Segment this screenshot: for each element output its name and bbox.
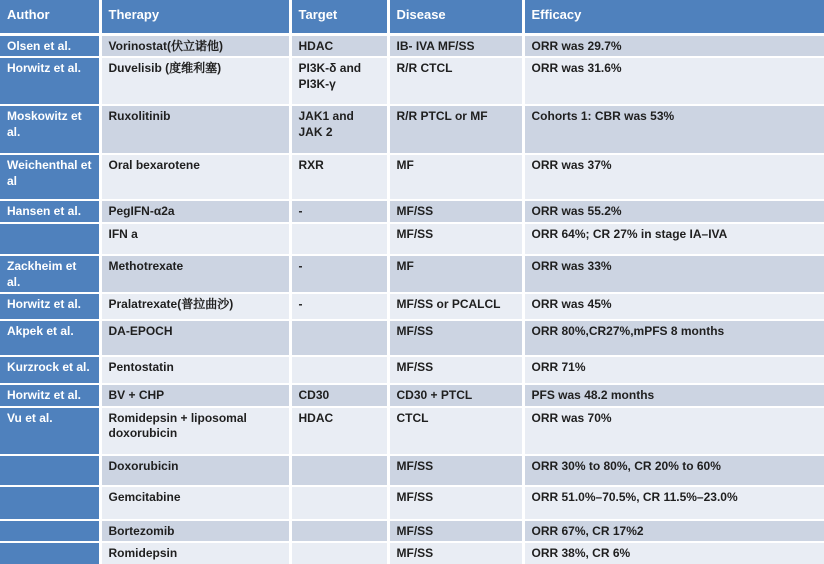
cell-author: Olsen et al. (0, 34, 100, 57)
column-header-therapy: Therapy (100, 0, 290, 34)
cell-author: Moskowitz et al. (0, 105, 100, 154)
cell-target (290, 223, 388, 255)
cell-therapy: PegIFN-α2a (100, 200, 290, 223)
cell-efficacy: ORR was 33% (523, 255, 824, 293)
cell-target: JAK1 and JAK 2 (290, 105, 388, 154)
cell-efficacy: ORR was 37% (523, 154, 824, 200)
column-header-disease: Disease (388, 0, 523, 34)
cell-author: Vu et al. (0, 407, 100, 455)
cell-efficacy: Cohorts 1: CBR was 53% (523, 105, 824, 154)
cell-disease: MF/SS (388, 542, 523, 564)
cell-efficacy: PFS was 48.2 months (523, 384, 824, 407)
table-row (0, 455, 824, 486)
table-row (0, 356, 824, 384)
cell-efficacy: ORR was 70% (523, 407, 824, 455)
table-row (0, 154, 824, 200)
cell-efficacy: ORR 71% (523, 356, 824, 384)
table-row (0, 384, 824, 407)
cell-author: Horwitz et al. (0, 57, 100, 105)
cell-target (290, 320, 388, 356)
table-row (0, 34, 824, 57)
table-row (0, 255, 824, 293)
cell-disease: MF (388, 154, 523, 200)
cell-therapy: Methotrexate (100, 255, 290, 293)
cell-disease: R/R PTCL or MF (388, 105, 523, 154)
table-row (0, 105, 824, 154)
cell-author (0, 520, 100, 543)
cell-target: - (290, 255, 388, 293)
cell-therapy: Pentostatin (100, 356, 290, 384)
cell-efficacy: ORR 64%; CR 27% in stage IA–IVA (523, 223, 824, 255)
cell-therapy: IFN a (100, 223, 290, 255)
cell-author: Kurzrock et al. (0, 356, 100, 384)
cell-disease: MF/SS (388, 320, 523, 356)
cell-target (290, 486, 388, 520)
cell-target (290, 455, 388, 486)
cell-efficacy: ORR 80%,CR27%,mPFS 8 months (523, 320, 824, 356)
cell-therapy: BV + CHP (100, 384, 290, 407)
table-row (0, 520, 824, 543)
cell-target (290, 356, 388, 384)
cell-author (0, 223, 100, 255)
cell-efficacy: ORR 30% to 80%, CR 20% to 60% (523, 455, 824, 486)
table-row (0, 293, 824, 320)
cell-therapy: Romidepsin (100, 542, 290, 564)
cell-therapy: Doxorubicin (100, 455, 290, 486)
cell-therapy: Duvelisib (度维利塞) (100, 57, 290, 105)
cell-therapy: Ruxolitinib (100, 105, 290, 154)
cell-author (0, 486, 100, 520)
cell-therapy: DA-EPOCH (100, 320, 290, 356)
cell-target (290, 520, 388, 543)
table-row (0, 542, 824, 564)
cell-efficacy: ORR 51.0%–70.5%, CR 11.5%–23.0% (523, 486, 824, 520)
table-row (0, 57, 824, 105)
cell-author: Weichenthal et al (0, 154, 100, 200)
cell-efficacy: ORR was 29.7% (523, 34, 824, 57)
cell-author: Zackheim et al. (0, 255, 100, 293)
cell-author: Horwitz et al. (0, 293, 100, 320)
column-header-target: Target (290, 0, 388, 34)
cell-disease: MF/SS or PCALCL (388, 293, 523, 320)
cell-disease: MF/SS (388, 223, 523, 255)
cell-therapy: Bortezomib (100, 520, 290, 543)
cell-target: CD30 (290, 384, 388, 407)
cell-therapy: Gemcitabine (100, 486, 290, 520)
cell-therapy: Oral bexarotene (100, 154, 290, 200)
cell-efficacy: ORR 67%, CR 17%2 (523, 520, 824, 543)
cell-target: RXR (290, 154, 388, 200)
column-header-efficacy: Efficacy (523, 0, 824, 34)
cell-disease: MF (388, 255, 523, 293)
cell-author (0, 542, 100, 564)
cell-therapy: Romidepsin + liposomal doxorubicin (100, 407, 290, 455)
column-header-author: Author (0, 0, 100, 34)
cell-target: - (290, 293, 388, 320)
cell-target: PI3K-δ and PI3K-γ (290, 57, 388, 105)
cell-efficacy: ORR was 31.6% (523, 57, 824, 105)
cell-efficacy: ORR was 55.2% (523, 200, 824, 223)
cell-author (0, 455, 100, 486)
cell-efficacy: ORR 38%, CR 6% (523, 542, 824, 564)
cell-disease: R/R CTCL (388, 57, 523, 105)
cell-target: - (290, 200, 388, 223)
cell-therapy: Vorinostat(伏立诺他) (100, 34, 290, 57)
cell-disease: CD30 + PTCL (388, 384, 523, 407)
cell-therapy: Pralatrexate(普拉曲沙) (100, 293, 290, 320)
cell-disease: CTCL (388, 407, 523, 455)
table-row (0, 223, 824, 255)
table-row (0, 486, 824, 520)
cell-disease: IB- IVA MF/SS (388, 34, 523, 57)
cell-target: HDAC (290, 34, 388, 57)
cell-disease: MF/SS (388, 200, 523, 223)
table-row (0, 320, 824, 356)
cell-target: HDAC (290, 407, 388, 455)
table-row (0, 200, 824, 223)
cell-disease: MF/SS (388, 486, 523, 520)
cell-disease: MF/SS (388, 356, 523, 384)
cell-disease: MF/SS (388, 520, 523, 543)
cell-efficacy: ORR was 45% (523, 293, 824, 320)
cell-author: Horwitz et al. (0, 384, 100, 407)
cell-author: Akpek et al. (0, 320, 100, 356)
cell-disease: MF/SS (388, 455, 523, 486)
cell-author: Hansen et al. (0, 200, 100, 223)
cell-target (290, 542, 388, 564)
header-row (0, 0, 824, 34)
table-row (0, 407, 824, 455)
